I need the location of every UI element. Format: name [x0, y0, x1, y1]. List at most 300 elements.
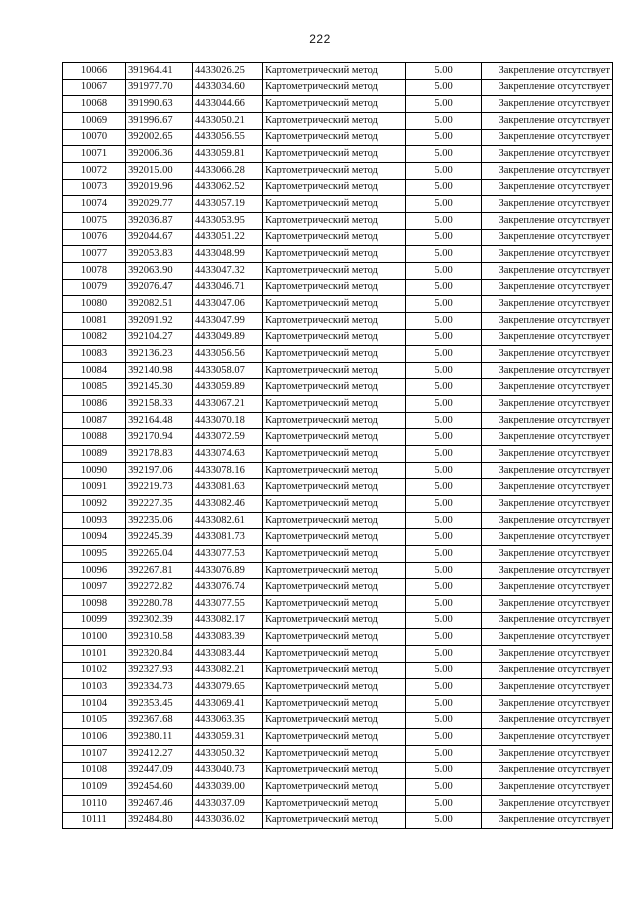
fixing-cell: Закрепление отсутствует	[482, 162, 613, 179]
fixing-cell: Закрепление отсутствует	[482, 312, 613, 329]
table-row	[63, 362, 613, 379]
method-cell: Картометрический метод	[263, 662, 406, 679]
fixing-cell: Закрепление отсутствует	[482, 346, 613, 363]
method-cell: Картометрический метод	[263, 146, 406, 163]
accuracy-cell: 5.00	[406, 612, 482, 629]
accuracy-cell: 5.00	[406, 529, 482, 546]
point-id-cell: 10102	[63, 662, 126, 679]
fixing-cell: Закрепление отсутствует	[482, 412, 613, 429]
method-cell: Картометрический метод	[263, 812, 406, 829]
accuracy-cell: 5.00	[406, 729, 482, 746]
point-id-cell: 10106	[63, 729, 126, 746]
x-coordinate-cell: 392006.36	[126, 146, 193, 163]
accuracy-cell: 5.00	[406, 662, 482, 679]
table-row	[63, 429, 613, 446]
method-cell: Картометрический метод	[263, 429, 406, 446]
y-coordinate-cell: 4433058.07	[193, 362, 263, 379]
y-coordinate-cell: 4433083.44	[193, 645, 263, 662]
point-id-cell: 10078	[63, 262, 126, 279]
point-id-cell: 10067	[63, 79, 126, 96]
x-coordinate-cell: 392036.87	[126, 212, 193, 229]
x-coordinate-cell: 392015.00	[126, 162, 193, 179]
point-id-cell: 10073	[63, 179, 126, 196]
table-row	[63, 479, 613, 496]
accuracy-cell: 5.00	[406, 379, 482, 396]
x-coordinate-cell: 392454.60	[126, 779, 193, 796]
method-cell: Картометрический метод	[263, 296, 406, 313]
point-id-cell: 10098	[63, 596, 126, 613]
method-cell: Картометрический метод	[263, 412, 406, 429]
method-cell: Картометрический метод	[263, 229, 406, 246]
y-coordinate-cell: 4433047.32	[193, 262, 263, 279]
accuracy-cell: 5.00	[406, 412, 482, 429]
accuracy-cell: 5.00	[406, 362, 482, 379]
method-cell: Картометрический метод	[263, 712, 406, 729]
y-coordinate-cell: 4433074.63	[193, 446, 263, 463]
table-row	[63, 546, 613, 563]
point-id-cell: 10097	[63, 579, 126, 596]
table-row	[63, 146, 613, 163]
fixing-cell: Закрепление отсутствует	[482, 146, 613, 163]
x-coordinate-cell: 392245.39	[126, 529, 193, 546]
fixing-cell: Закрепление отсутствует	[482, 329, 613, 346]
fixing-cell: Закрепление отсутствует	[482, 695, 613, 712]
fixing-cell: Закрепление отсутствует	[482, 712, 613, 729]
accuracy-cell: 5.00	[406, 329, 482, 346]
y-coordinate-cell: 4433076.74	[193, 579, 263, 596]
fixing-cell: Закрепление отсутствует	[482, 196, 613, 213]
method-cell: Картометрический метод	[263, 446, 406, 463]
table-row	[63, 446, 613, 463]
point-id-cell: 10070	[63, 129, 126, 146]
fixing-cell: Закрепление отсутствует	[482, 379, 613, 396]
y-coordinate-cell: 4433040.73	[193, 762, 263, 779]
y-coordinate-cell: 4433050.21	[193, 112, 263, 129]
fixing-cell: Закрепление отсутствует	[482, 96, 613, 113]
point-id-cell: 10090	[63, 462, 126, 479]
method-cell: Картометрический метод	[263, 679, 406, 696]
y-coordinate-cell: 4433057.19	[193, 196, 263, 213]
table-row	[63, 346, 613, 363]
accuracy-cell: 5.00	[406, 346, 482, 363]
accuracy-cell: 5.00	[406, 246, 482, 263]
point-id-cell: 10083	[63, 346, 126, 363]
y-coordinate-cell: 4433072.59	[193, 429, 263, 446]
table-row	[63, 396, 613, 413]
table-row	[63, 462, 613, 479]
x-coordinate-cell: 392082.51	[126, 296, 193, 313]
table-row	[63, 645, 613, 662]
x-coordinate-cell: 392145.30	[126, 379, 193, 396]
method-cell: Картометрический метод	[263, 695, 406, 712]
y-coordinate-cell: 4433037.09	[193, 795, 263, 812]
accuracy-cell: 5.00	[406, 579, 482, 596]
x-coordinate-cell: 392104.27	[126, 329, 193, 346]
x-coordinate-cell: 392484.80	[126, 812, 193, 829]
page-number: 222	[309, 32, 331, 46]
x-coordinate-cell: 392310.58	[126, 629, 193, 646]
table-row	[63, 496, 613, 513]
point-id-cell: 10072	[63, 162, 126, 179]
y-coordinate-cell: 4433059.89	[193, 379, 263, 396]
method-cell: Картометрический метод	[263, 645, 406, 662]
x-coordinate-cell: 391996.67	[126, 112, 193, 129]
method-cell: Картометрический метод	[263, 362, 406, 379]
fixing-cell: Закрепление отсутствует	[482, 296, 613, 313]
x-coordinate-cell: 392091.92	[126, 312, 193, 329]
x-coordinate-cell: 391977.70	[126, 79, 193, 96]
method-cell: Картометрический метод	[263, 396, 406, 413]
method-cell: Картометрический метод	[263, 212, 406, 229]
accuracy-cell: 5.00	[406, 96, 482, 113]
fixing-cell: Закрепление отсутствует	[482, 112, 613, 129]
x-coordinate-cell: 392302.39	[126, 612, 193, 629]
y-coordinate-cell: 4433059.31	[193, 729, 263, 746]
table-row	[63, 63, 613, 80]
y-coordinate-cell: 4433059.81	[193, 146, 263, 163]
y-coordinate-cell: 4433062.52	[193, 179, 263, 196]
point-id-cell: 10111	[63, 812, 126, 829]
accuracy-cell: 5.00	[406, 496, 482, 513]
table-row	[63, 596, 613, 613]
fixing-cell: Закрепление отсутствует	[482, 396, 613, 413]
table-row	[63, 296, 613, 313]
x-coordinate-cell: 392467.46	[126, 795, 193, 812]
y-coordinate-cell: 4433069.41	[193, 695, 263, 712]
point-id-cell: 10077	[63, 246, 126, 263]
point-id-cell: 10069	[63, 112, 126, 129]
method-cell: Картометрический метод	[263, 246, 406, 263]
point-id-cell: 10076	[63, 229, 126, 246]
table-row	[63, 662, 613, 679]
accuracy-cell: 5.00	[406, 229, 482, 246]
fixing-cell: Закрепление отсутствует	[482, 129, 613, 146]
fixing-cell: Закрепление отсутствует	[482, 612, 613, 629]
x-coordinate-cell: 392053.83	[126, 246, 193, 263]
accuracy-cell: 5.00	[406, 795, 482, 812]
coordinates-table-body	[63, 63, 613, 829]
fixing-cell: Закрепление отсутствует	[482, 546, 613, 563]
fixing-cell: Закрепление отсутствует	[482, 745, 613, 762]
table-row	[63, 795, 613, 812]
table-row	[63, 762, 613, 779]
y-coordinate-cell: 4433034.60	[193, 79, 263, 96]
fixing-cell: Закрепление отсутствует	[482, 812, 613, 829]
method-cell: Картометрический метод	[263, 462, 406, 479]
table-row	[63, 196, 613, 213]
method-cell: Картометрический метод	[263, 795, 406, 812]
table-row	[63, 679, 613, 696]
y-coordinate-cell: 4433046.71	[193, 279, 263, 296]
point-id-cell: 10101	[63, 645, 126, 662]
fixing-cell: Закрепление отсутствует	[482, 579, 613, 596]
point-id-cell: 10075	[63, 212, 126, 229]
table-row	[63, 179, 613, 196]
method-cell: Картометрический метод	[263, 312, 406, 329]
point-id-cell: 10093	[63, 512, 126, 529]
x-coordinate-cell: 392063.90	[126, 262, 193, 279]
y-coordinate-cell: 4433051.22	[193, 229, 263, 246]
accuracy-cell: 5.00	[406, 79, 482, 96]
y-coordinate-cell: 4433077.55	[193, 596, 263, 613]
y-coordinate-cell: 4433066.28	[193, 162, 263, 179]
table-row	[63, 329, 613, 346]
y-coordinate-cell: 4433081.73	[193, 529, 263, 546]
y-coordinate-cell: 4433079.65	[193, 679, 263, 696]
table-row	[63, 579, 613, 596]
accuracy-cell: 5.00	[406, 279, 482, 296]
method-cell: Картометрический метод	[263, 729, 406, 746]
table-row	[63, 512, 613, 529]
accuracy-cell: 5.00	[406, 779, 482, 796]
point-id-cell: 10092	[63, 496, 126, 513]
point-id-cell: 10081	[63, 312, 126, 329]
accuracy-cell: 5.00	[406, 196, 482, 213]
table-row	[63, 695, 613, 712]
x-coordinate-cell: 392353.45	[126, 695, 193, 712]
fixing-cell: Закрепление отсутствует	[482, 629, 613, 646]
method-cell: Картометрический метод	[263, 762, 406, 779]
x-coordinate-cell: 392280.78	[126, 596, 193, 613]
table-row	[63, 112, 613, 129]
accuracy-cell: 5.00	[406, 129, 482, 146]
accuracy-cell: 5.00	[406, 812, 482, 829]
accuracy-cell: 5.00	[406, 462, 482, 479]
fixing-cell: Закрепление отсутствует	[482, 63, 613, 80]
method-cell: Картометрический метод	[263, 546, 406, 563]
y-coordinate-cell: 4433081.63	[193, 479, 263, 496]
accuracy-cell: 5.00	[406, 162, 482, 179]
x-coordinate-cell: 392140.98	[126, 362, 193, 379]
fixing-cell: Закрепление отсутствует	[482, 512, 613, 529]
fixing-cell: Закрепление отсутствует	[482, 662, 613, 679]
point-id-cell: 10087	[63, 412, 126, 429]
table-row	[63, 312, 613, 329]
fixing-cell: Закрепление отсутствует	[482, 179, 613, 196]
accuracy-cell: 5.00	[406, 146, 482, 163]
fixing-cell: Закрепление отсутствует	[482, 762, 613, 779]
point-id-cell: 10096	[63, 562, 126, 579]
table-row	[63, 379, 613, 396]
table-row	[63, 412, 613, 429]
y-coordinate-cell: 4433082.21	[193, 662, 263, 679]
method-cell: Картометрический метод	[263, 129, 406, 146]
y-coordinate-cell: 4433047.06	[193, 296, 263, 313]
accuracy-cell: 5.00	[406, 695, 482, 712]
x-coordinate-cell: 392412.27	[126, 745, 193, 762]
table-row	[63, 712, 613, 729]
x-coordinate-cell: 392044.67	[126, 229, 193, 246]
x-coordinate-cell: 392164.48	[126, 412, 193, 429]
x-coordinate-cell: 392219.73	[126, 479, 193, 496]
method-cell: Картометрический метод	[263, 496, 406, 513]
method-cell: Картометрический метод	[263, 512, 406, 529]
x-coordinate-cell: 392265.04	[126, 546, 193, 563]
fixing-cell: Закрепление отсутствует	[482, 262, 613, 279]
point-id-cell: 10094	[63, 529, 126, 546]
y-coordinate-cell: 4433076.89	[193, 562, 263, 579]
accuracy-cell: 5.00	[406, 296, 482, 313]
accuracy-cell: 5.00	[406, 512, 482, 529]
y-coordinate-cell: 4433026.25	[193, 63, 263, 80]
accuracy-cell: 5.00	[406, 446, 482, 463]
accuracy-cell: 5.00	[406, 479, 482, 496]
table-row	[63, 79, 613, 96]
table-row	[63, 629, 613, 646]
method-cell: Картометрический метод	[263, 179, 406, 196]
y-coordinate-cell: 4433048.99	[193, 246, 263, 263]
y-coordinate-cell: 4433082.61	[193, 512, 263, 529]
accuracy-cell: 5.00	[406, 546, 482, 563]
accuracy-cell: 5.00	[406, 712, 482, 729]
method-cell: Картометрический метод	[263, 329, 406, 346]
fixing-cell: Закрепление отсутствует	[482, 362, 613, 379]
y-coordinate-cell: 4433083.39	[193, 629, 263, 646]
method-cell: Картометрический метод	[263, 262, 406, 279]
accuracy-cell: 5.00	[406, 645, 482, 662]
y-coordinate-cell: 4433063.35	[193, 712, 263, 729]
fixing-cell: Закрепление отсутствует	[482, 596, 613, 613]
table-row	[63, 562, 613, 579]
x-coordinate-cell: 392327.93	[126, 662, 193, 679]
point-id-cell: 10095	[63, 546, 126, 563]
table-row	[63, 262, 613, 279]
x-coordinate-cell: 392227.35	[126, 496, 193, 513]
y-coordinate-cell: 4433056.55	[193, 129, 263, 146]
accuracy-cell: 5.00	[406, 679, 482, 696]
point-id-cell: 10066	[63, 63, 126, 80]
accuracy-cell: 5.00	[406, 762, 482, 779]
y-coordinate-cell: 4433070.18	[193, 412, 263, 429]
point-id-cell: 10110	[63, 795, 126, 812]
point-id-cell: 10105	[63, 712, 126, 729]
x-coordinate-cell: 392267.81	[126, 562, 193, 579]
fixing-cell: Закрепление отсутствует	[482, 496, 613, 513]
method-cell: Картометрический метод	[263, 196, 406, 213]
y-coordinate-cell: 4433050.32	[193, 745, 263, 762]
method-cell: Картометрический метод	[263, 379, 406, 396]
method-cell: Картометрический метод	[263, 346, 406, 363]
table-row	[63, 246, 613, 263]
fixing-cell: Закрепление отсутствует	[482, 795, 613, 812]
table-row	[63, 779, 613, 796]
table-row	[63, 279, 613, 296]
accuracy-cell: 5.00	[406, 596, 482, 613]
accuracy-cell: 5.00	[406, 262, 482, 279]
accuracy-cell: 5.00	[406, 179, 482, 196]
x-coordinate-cell: 392380.11	[126, 729, 193, 746]
point-id-cell: 10084	[63, 362, 126, 379]
method-cell: Картометрический метод	[263, 529, 406, 546]
x-coordinate-cell: 392178.83	[126, 446, 193, 463]
y-coordinate-cell: 4433053.95	[193, 212, 263, 229]
y-coordinate-cell: 4433047.99	[193, 312, 263, 329]
accuracy-cell: 5.00	[406, 312, 482, 329]
point-id-cell: 10079	[63, 279, 126, 296]
x-coordinate-cell: 392158.33	[126, 396, 193, 413]
fixing-cell: Закрепление отсутствует	[482, 429, 613, 446]
method-cell: Картометрический метод	[263, 779, 406, 796]
fixing-cell: Закрепление отсутствует	[482, 446, 613, 463]
y-coordinate-cell: 4433067.21	[193, 396, 263, 413]
method-cell: Картометрический метод	[263, 745, 406, 762]
x-coordinate-cell: 392002.65	[126, 129, 193, 146]
y-coordinate-cell: 4433082.17	[193, 612, 263, 629]
point-id-cell: 10100	[63, 629, 126, 646]
table-row	[63, 162, 613, 179]
table-row	[63, 612, 613, 629]
point-id-cell: 10091	[63, 479, 126, 496]
table-row	[63, 729, 613, 746]
method-cell: Картометрический метод	[263, 479, 406, 496]
x-coordinate-cell: 392334.73	[126, 679, 193, 696]
method-cell: Картометрический метод	[263, 562, 406, 579]
method-cell: Картометрический метод	[263, 279, 406, 296]
y-coordinate-cell: 4433049.89	[193, 329, 263, 346]
point-id-cell: 10104	[63, 695, 126, 712]
point-id-cell: 10108	[63, 762, 126, 779]
point-id-cell: 10086	[63, 396, 126, 413]
point-id-cell: 10099	[63, 612, 126, 629]
method-cell: Картометрический метод	[263, 79, 406, 96]
point-id-cell: 10088	[63, 429, 126, 446]
x-coordinate-cell: 392029.77	[126, 196, 193, 213]
accuracy-cell: 5.00	[406, 429, 482, 446]
x-coordinate-cell: 391990.63	[126, 96, 193, 113]
x-coordinate-cell: 392447.09	[126, 762, 193, 779]
y-coordinate-cell: 4433078.16	[193, 462, 263, 479]
method-cell: Картометрический метод	[263, 63, 406, 80]
point-id-cell: 10082	[63, 329, 126, 346]
method-cell: Картометрический метод	[263, 612, 406, 629]
x-coordinate-cell: 392367.68	[126, 712, 193, 729]
point-id-cell: 10107	[63, 745, 126, 762]
fixing-cell: Закрепление отсутствует	[482, 645, 613, 662]
accuracy-cell: 5.00	[406, 562, 482, 579]
x-coordinate-cell: 392170.94	[126, 429, 193, 446]
y-coordinate-cell: 4433036.02	[193, 812, 263, 829]
x-coordinate-cell: 392320.84	[126, 645, 193, 662]
table-row	[63, 96, 613, 113]
method-cell: Картометрический метод	[263, 162, 406, 179]
fixing-cell: Закрепление отсутствует	[482, 679, 613, 696]
x-coordinate-cell: 392197.06	[126, 462, 193, 479]
accuracy-cell: 5.00	[406, 112, 482, 129]
table-row	[63, 129, 613, 146]
method-cell: Картометрический метод	[263, 596, 406, 613]
fixing-cell: Закрепление отсутствует	[482, 79, 613, 96]
point-id-cell: 10071	[63, 146, 126, 163]
accuracy-cell: 5.00	[406, 212, 482, 229]
fixing-cell: Закрепление отсутствует	[482, 529, 613, 546]
fixing-cell: Закрепление отсутствует	[482, 246, 613, 263]
accuracy-cell: 5.00	[406, 629, 482, 646]
y-coordinate-cell: 4433044.66	[193, 96, 263, 113]
accuracy-cell: 5.00	[406, 745, 482, 762]
fixing-cell: Закрепление отсутствует	[482, 562, 613, 579]
method-cell: Картометрический метод	[263, 112, 406, 129]
table-row	[63, 212, 613, 229]
fixing-cell: Закрепление отсутствует	[482, 229, 613, 246]
x-coordinate-cell: 392272.82	[126, 579, 193, 596]
fixing-cell: Закрепление отсутствует	[482, 479, 613, 496]
y-coordinate-cell: 4433077.53	[193, 546, 263, 563]
x-coordinate-cell: 392076.47	[126, 279, 193, 296]
y-coordinate-cell: 4433039.00	[193, 779, 263, 796]
method-cell: Картометрический метод	[263, 579, 406, 596]
fixing-cell: Закрепление отсутствует	[482, 729, 613, 746]
point-id-cell: 10068	[63, 96, 126, 113]
